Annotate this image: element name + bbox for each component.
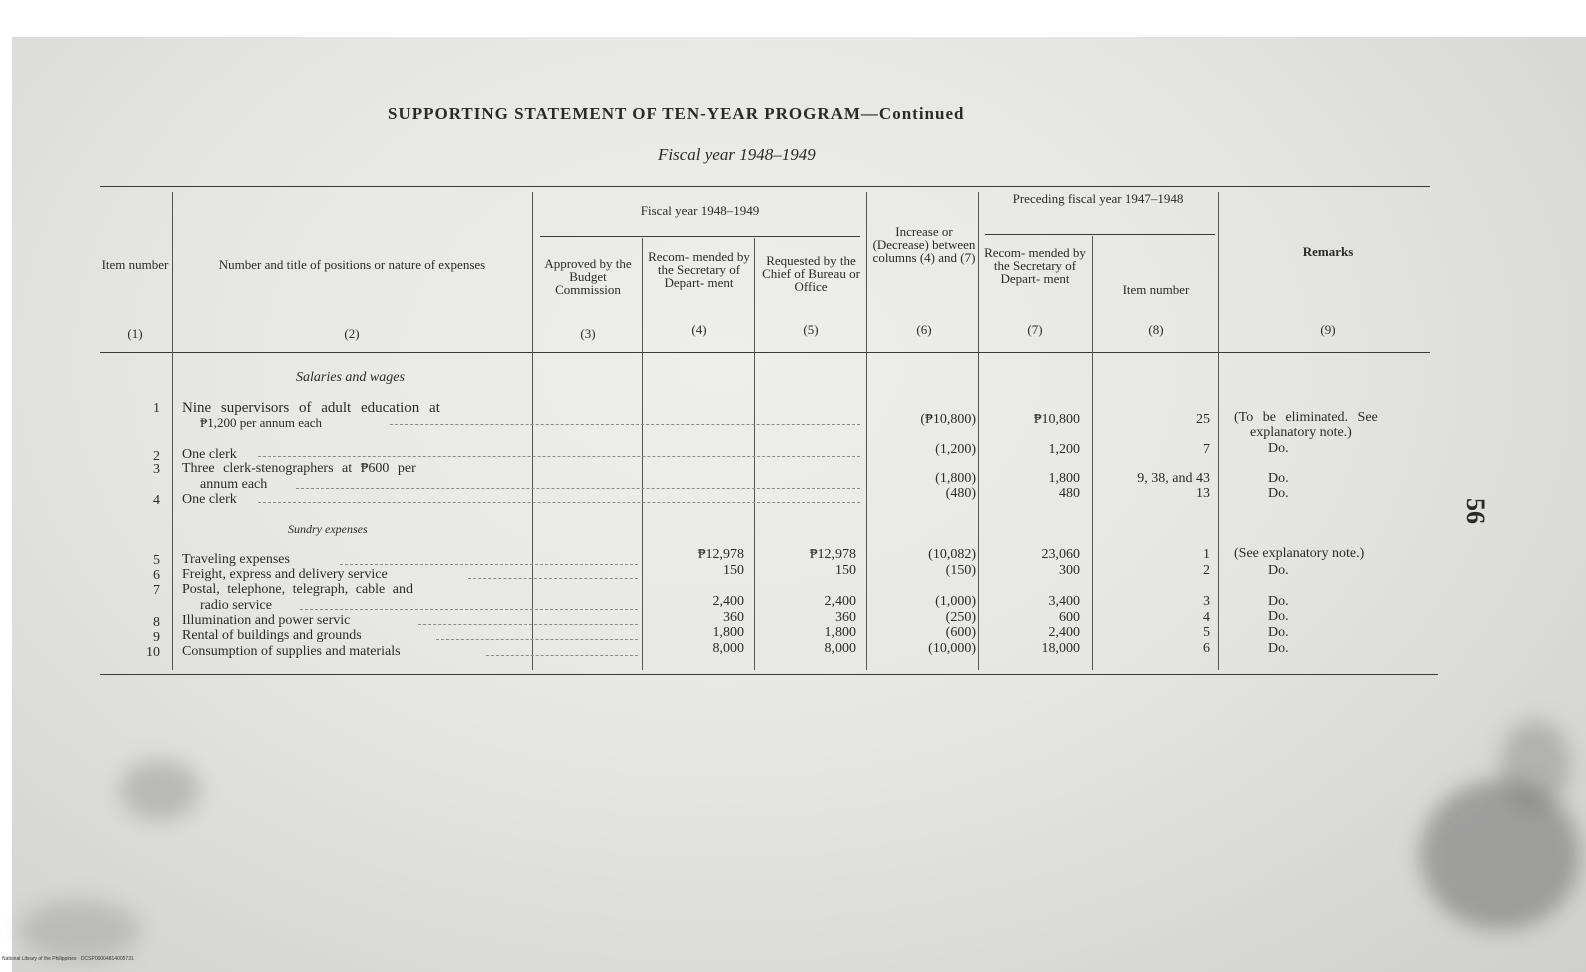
row-description: One clerk xyxy=(182,492,237,507)
requested-value: 8,000 xyxy=(824,641,856,656)
remarks: (To be eliminated. See xyxy=(1234,410,1378,425)
prev-recommended-value: 18,000 xyxy=(1041,641,1080,656)
remarks: (See explanatory note.) xyxy=(1234,546,1365,561)
remarks: Do. xyxy=(1268,625,1289,640)
item-number: 5 xyxy=(153,553,160,568)
remarks: Do. xyxy=(1268,641,1289,656)
remarks: Do. xyxy=(1268,441,1289,456)
col-number: (1) xyxy=(127,326,143,341)
prev-recommended-value: 480 xyxy=(1059,486,1080,501)
recommended-value: 1,800 xyxy=(712,625,744,640)
leader-dots xyxy=(258,502,860,503)
table-bottom-rule xyxy=(100,674,1438,675)
remarks: Do. xyxy=(1268,471,1289,486)
header-bottom-rule xyxy=(100,352,1430,353)
prev-item-number: 25 xyxy=(1196,412,1210,427)
prev-item-number: 3 xyxy=(1203,594,1210,609)
increase-value: (1,000) xyxy=(935,594,976,609)
increase-value: (10,082) xyxy=(928,547,976,562)
leader-dots xyxy=(340,564,638,565)
item-number: 9 xyxy=(153,630,160,645)
item-number: 2 xyxy=(153,449,160,464)
prev-item-number: 6 xyxy=(1203,641,1210,656)
header-fiscal-group: Fiscal year 1948–1949 xyxy=(640,203,760,218)
prev-recommended-value: ₱10,800 xyxy=(1033,412,1080,427)
leader-dots xyxy=(486,655,638,656)
prev-recommended-value: 23,060 xyxy=(1041,547,1080,562)
item-number: 3 xyxy=(153,462,160,477)
smudge xyxy=(20,900,140,960)
row-description: Postal, telephone, telegraph, cable and xyxy=(182,582,413,597)
increase-value: (1,200) xyxy=(935,442,976,457)
prev-recommended-value: 600 xyxy=(1059,610,1080,625)
col-divider xyxy=(1092,236,1093,670)
row-description: Consumption of supplies and materials xyxy=(182,644,401,659)
col-divider xyxy=(866,192,867,670)
header-item-number: Item number xyxy=(101,257,169,272)
col-divider xyxy=(642,238,643,670)
row-description: Illumination and power servic xyxy=(182,613,351,628)
header-remarks: Remarks xyxy=(1302,244,1354,259)
increase-value: (250) xyxy=(945,610,976,625)
smudge xyxy=(120,760,200,820)
col-number: (4) xyxy=(691,322,707,337)
col-number: (3) xyxy=(580,326,596,341)
col-divider xyxy=(1218,192,1219,670)
col-divider xyxy=(978,192,979,670)
col-number: (7) xyxy=(1027,322,1043,337)
row-description-cont: radio service xyxy=(200,598,272,613)
table-top-rule xyxy=(100,186,1430,187)
preceding-group-rule xyxy=(985,234,1215,235)
prev-recommended-value: 2,400 xyxy=(1048,625,1080,640)
leader-dots xyxy=(258,456,860,457)
leader-dots xyxy=(436,639,638,640)
item-number: 10 xyxy=(146,645,160,660)
remarks: Do. xyxy=(1268,594,1289,609)
leader-dots xyxy=(468,578,638,579)
col-divider xyxy=(754,238,755,670)
recommended-value: 2,400 xyxy=(712,594,744,609)
smudge xyxy=(1420,780,1580,930)
item-number: 8 xyxy=(153,615,160,630)
increase-value: (1,800) xyxy=(935,471,976,486)
archive-footer: National Library of the Philippines · DCSP00004814005731 xyxy=(2,956,134,962)
col-number: (8) xyxy=(1148,322,1164,337)
prev-item-number: 4 xyxy=(1203,610,1210,625)
page-subtitle: Fiscal year 1948–1949 xyxy=(658,145,816,164)
prev-recommended-value: 300 xyxy=(1059,563,1080,578)
row-description: Rental of buildings and grounds xyxy=(182,628,362,643)
leader-dots xyxy=(300,609,638,610)
header-prev-recommended: Recom- mended by the Secretary of Depart- ment xyxy=(984,245,1086,286)
header-increase: Increase or (Decrease) between columns (4) and (7) xyxy=(872,224,976,265)
requested-value: ₱12,978 xyxy=(809,547,856,562)
fiscal-group-rule xyxy=(540,236,860,237)
increase-value: (600) xyxy=(945,625,976,640)
prev-item-number: 7 xyxy=(1203,442,1210,457)
leader-dots xyxy=(418,624,638,625)
requested-value: 2,400 xyxy=(824,594,856,609)
remarks: Do. xyxy=(1268,486,1289,501)
row-description: One clerk xyxy=(182,447,237,462)
item-number: 4 xyxy=(153,493,160,508)
row-description: Traveling expenses xyxy=(182,552,290,567)
prev-recommended-value: 3,400 xyxy=(1048,594,1080,609)
col-divider xyxy=(532,192,533,670)
recommended-value: 8,000 xyxy=(712,641,744,656)
col-number: (2) xyxy=(344,326,360,341)
remarks: Do. xyxy=(1268,563,1289,578)
recommended-value: 360 xyxy=(723,610,744,625)
row-description-cont: ₱1,200 per annum each xyxy=(200,415,323,430)
page-number: 56 xyxy=(1461,498,1490,524)
col-number: (9) xyxy=(1320,322,1336,337)
row-description: Three clerk-stenographers at ₱600 per xyxy=(182,461,416,476)
remarks-cont: explanatory note.) xyxy=(1250,425,1352,440)
requested-value: 360 xyxy=(835,610,856,625)
increase-value: (480) xyxy=(945,486,976,501)
header-preceding-group: Preceding fiscal year 1947–1948 xyxy=(1012,191,1184,206)
recommended-value: 150 xyxy=(723,563,744,578)
header-requested: Requested by the Chief of Bureau or Office xyxy=(762,253,860,294)
prev-item-number: 9, 38, and 43 xyxy=(1137,471,1210,486)
col-number: (5) xyxy=(803,322,819,337)
prev-recommended-value: 1,800 xyxy=(1048,471,1080,486)
smudge xyxy=(1500,720,1570,810)
header-recommended: Recom- mended by the Secretary of Depart- ment xyxy=(648,249,750,290)
prev-item-number: 2 xyxy=(1203,563,1210,578)
increase-value: (150) xyxy=(945,563,976,578)
header-title: Number and title of positions or nature of expenses xyxy=(218,257,486,272)
col-divider xyxy=(172,192,173,670)
increase-value: (10,000) xyxy=(928,641,976,656)
requested-value: 1,800 xyxy=(824,625,856,640)
prev-item-number: 13 xyxy=(1196,486,1210,501)
row-description: Nine supervisors of adult education at xyxy=(182,400,440,416)
prev-item-number: 5 xyxy=(1203,625,1210,640)
section-heading-salaries: Salaries and wages xyxy=(296,370,405,385)
item-number: 6 xyxy=(153,568,160,583)
header-prev-item: Item number xyxy=(1122,282,1190,297)
recommended-value: ₱12,978 xyxy=(697,547,744,562)
requested-value: 150 xyxy=(835,563,856,578)
increase-value: (₱10,800) xyxy=(920,412,976,427)
scanned-page xyxy=(12,37,1586,972)
header-approved: Approved by the Budget Commission xyxy=(544,256,632,297)
item-number: 1 xyxy=(153,401,160,416)
col-number: (6) xyxy=(916,322,932,337)
section-heading-sundry: Sundry expenses xyxy=(288,522,368,536)
prev-item-number: 1 xyxy=(1203,547,1210,562)
leader-dots xyxy=(296,488,860,489)
item-number: 7 xyxy=(153,583,160,598)
leader-dots xyxy=(390,424,860,425)
page-title: SUPPORTING STATEMENT OF TEN-YEAR PROGRAM—Continued xyxy=(388,104,965,123)
prev-recommended-value: 1,200 xyxy=(1048,442,1080,457)
row-description-cont: annum each xyxy=(200,477,268,492)
remarks: Do. xyxy=(1268,609,1289,624)
row-description: Freight, express and delivery service xyxy=(182,567,388,582)
